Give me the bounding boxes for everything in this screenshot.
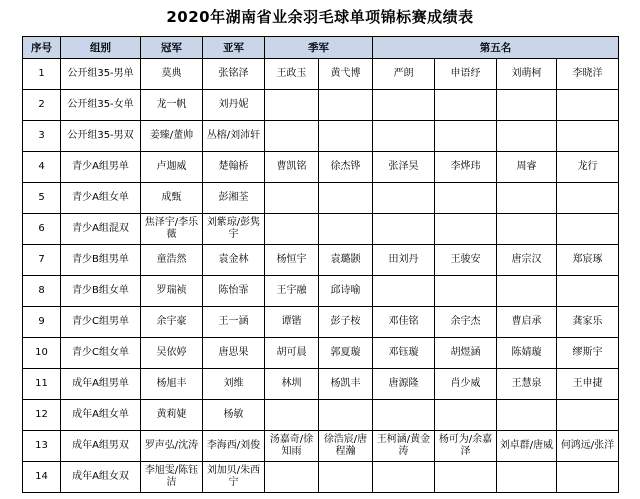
- fifth-place-cell: [373, 400, 435, 431]
- champion-cell: 吴依婷: [141, 338, 203, 369]
- third-place-cell: 袁璐颢: [319, 245, 373, 276]
- third-place-cell: 杨凯丰: [319, 369, 373, 400]
- fifth-place-cell: [497, 400, 557, 431]
- group-cell: 青少C组女单: [61, 338, 141, 369]
- runner-up-cell: 李海西/刘俊: [203, 431, 265, 462]
- third-place-cell: [319, 183, 373, 214]
- third-place-cell: 黄弋博: [319, 59, 373, 90]
- fifth-place-cell: 王慧泉: [497, 369, 557, 400]
- table-row: [23, 338, 619, 369]
- fifth-place-cell: 李烨玮: [435, 152, 497, 183]
- third-place-cell: [319, 400, 373, 431]
- fifth-place-cell: [373, 183, 435, 214]
- champion-cell: 成甄: [141, 183, 203, 214]
- runner-up-cell: 唐思果: [203, 338, 265, 369]
- header-third: 季军: [265, 37, 373, 59]
- fifth-place-cell: 杨可为/余嘉泽: [435, 431, 497, 462]
- fifth-place-cell: [557, 462, 619, 493]
- third-place-cell: [319, 121, 373, 152]
- group-cell: 成年A组男单: [61, 369, 141, 400]
- results-table: [22, 36, 619, 493]
- group-cell: 公开组35-男单: [61, 59, 141, 90]
- third-place-cell: [265, 183, 319, 214]
- champion-cell: 罗瑞祯: [141, 276, 203, 307]
- seq-cell: 10: [23, 338, 61, 369]
- runner-up-cell: 彭湘荃: [203, 183, 265, 214]
- fifth-place-cell: [557, 214, 619, 245]
- table-row: [23, 400, 619, 431]
- fifth-place-cell: 刘萌柯: [497, 59, 557, 90]
- seq-cell: 5: [23, 183, 61, 214]
- third-place-cell: [319, 90, 373, 121]
- group-cell: 成年A组男双: [61, 431, 141, 462]
- fifth-place-cell: [497, 214, 557, 245]
- third-place-cell: [319, 214, 373, 245]
- fifth-place-cell: 唐源隆: [373, 369, 435, 400]
- fifth-place-cell: [497, 90, 557, 121]
- group-cell: 公开组35-女单: [61, 90, 141, 121]
- fifth-place-cell: 余宇杰: [435, 307, 497, 338]
- third-place-cell: 徐杰铧: [319, 152, 373, 183]
- third-place-cell: 汤嘉奇/徐知雨: [265, 431, 319, 462]
- table-row: [23, 121, 619, 152]
- header-row: [23, 37, 619, 59]
- header-seq: 序号: [23, 37, 61, 59]
- fifth-place-cell: 邓佳铭: [373, 307, 435, 338]
- fifth-place-cell: 曹启承: [497, 307, 557, 338]
- third-place-cell: 曹凯铭: [265, 152, 319, 183]
- table-row: [23, 245, 619, 276]
- fifth-place-cell: [497, 276, 557, 307]
- third-place-cell: [265, 214, 319, 245]
- group-cell: 成年A组女双: [61, 462, 141, 493]
- runner-up-cell: 楚翰桥: [203, 152, 265, 183]
- table-row: [23, 152, 619, 183]
- fifth-place-cell: [435, 214, 497, 245]
- group-cell: 青少A组混双: [61, 214, 141, 245]
- seq-cell: 8: [23, 276, 61, 307]
- runner-up-cell: 杨敏: [203, 400, 265, 431]
- table-row: [23, 214, 619, 245]
- champion-cell: 童浩然: [141, 245, 203, 276]
- fifth-place-cell: 唐宗汉: [497, 245, 557, 276]
- table-row: [23, 431, 619, 462]
- champion-cell: 莫典: [141, 59, 203, 90]
- fifth-place-cell: 田刘丹: [373, 245, 435, 276]
- fifth-place-cell: [435, 90, 497, 121]
- fifth-place-cell: 王申捷: [557, 369, 619, 400]
- seq-cell: 13: [23, 431, 61, 462]
- runner-up-cell: 王一涵: [203, 307, 265, 338]
- fifth-place-cell: 王柯涵/黄金涛: [373, 431, 435, 462]
- fifth-place-cell: 李晓洋: [557, 59, 619, 90]
- runner-up-cell: 刘紫琼/彭隽宇: [203, 214, 265, 245]
- fifth-place-cell: 严朗: [373, 59, 435, 90]
- fifth-place-cell: [373, 462, 435, 493]
- fifth-place-cell: 王骏安: [435, 245, 497, 276]
- fifth-place-cell: [435, 121, 497, 152]
- runner-up-cell: 刘维: [203, 369, 265, 400]
- third-place-cell: [319, 462, 373, 493]
- third-place-cell: 彭子桉: [319, 307, 373, 338]
- table-row: [23, 59, 619, 90]
- runner-up-cell: 丛榕/刘沛轩: [203, 121, 265, 152]
- third-place-cell: 邱诗喻: [319, 276, 373, 307]
- third-place-cell: 王宇融: [265, 276, 319, 307]
- seq-cell: 11: [23, 369, 61, 400]
- seq-cell: 6: [23, 214, 61, 245]
- fifth-place-cell: [557, 90, 619, 121]
- page-title: 2020年湖南省业余羽毛球单项锦标赛成绩表: [166, 8, 474, 26]
- fifth-place-cell: 龚家乐: [557, 307, 619, 338]
- header-fifth: 第五名: [373, 37, 619, 59]
- table-row: [23, 369, 619, 400]
- table-row: [23, 307, 619, 338]
- fifth-place-cell: [435, 183, 497, 214]
- table-row: [23, 462, 619, 493]
- third-place-cell: 徐浩宸/唐程瀚: [319, 431, 373, 462]
- group-cell: 青少B组男单: [61, 245, 141, 276]
- champion-cell: 李旭雯/陈钰洁: [141, 462, 203, 493]
- seq-cell: 14: [23, 462, 61, 493]
- champion-cell: 焦泽宇/李乐薇: [141, 214, 203, 245]
- champion-cell: 姜臻/董帅: [141, 121, 203, 152]
- fifth-place-cell: [497, 121, 557, 152]
- header-champion: 冠军: [141, 37, 203, 59]
- third-place-cell: [265, 90, 319, 121]
- third-place-cell: [265, 462, 319, 493]
- runner-up-cell: 袁金林: [203, 245, 265, 276]
- fifth-place-cell: [435, 400, 497, 431]
- fifth-place-cell: [497, 462, 557, 493]
- fifth-place-cell: 胡煜涵: [435, 338, 497, 369]
- group-cell: 青少B组女单: [61, 276, 141, 307]
- table-row: [23, 276, 619, 307]
- fifth-place-cell: [373, 121, 435, 152]
- fifth-place-cell: [435, 276, 497, 307]
- fifth-place-cell: [435, 462, 497, 493]
- table-row: [23, 183, 619, 214]
- fifth-place-cell: 张泽昊: [373, 152, 435, 183]
- fifth-place-cell: 刘卓群/唐威: [497, 431, 557, 462]
- fifth-place-cell: [373, 276, 435, 307]
- group-cell: 青少A组女单: [61, 183, 141, 214]
- runner-up-cell: 张铭泽: [203, 59, 265, 90]
- third-place-cell: [265, 400, 319, 431]
- group-cell: 公开组35-男双: [61, 121, 141, 152]
- third-place-cell: 胡可晨: [265, 338, 319, 369]
- fifth-place-cell: [557, 400, 619, 431]
- seq-cell: 1: [23, 59, 61, 90]
- fifth-place-cell: [373, 214, 435, 245]
- third-place-cell: 杨恒宇: [265, 245, 319, 276]
- runner-up-cell: 刘加贝/朱西宁: [203, 462, 265, 493]
- fifth-place-cell: [557, 121, 619, 152]
- third-place-cell: 林圳: [265, 369, 319, 400]
- fifth-place-cell: [497, 183, 557, 214]
- group-cell: 青少A组男单: [61, 152, 141, 183]
- champion-cell: 卢迦威: [141, 152, 203, 183]
- third-place-cell: 郭夏璇: [319, 338, 373, 369]
- fifth-place-cell: 缪斯宇: [557, 338, 619, 369]
- champion-cell: 黄莉婕: [141, 400, 203, 431]
- fifth-place-cell: 龙行: [557, 152, 619, 183]
- seq-cell: 3: [23, 121, 61, 152]
- seq-cell: 2: [23, 90, 61, 121]
- fifth-place-cell: 肖少威: [435, 369, 497, 400]
- runner-up-cell: 陈怡霏: [203, 276, 265, 307]
- third-place-cell: 谭锴: [265, 307, 319, 338]
- fifth-place-cell: 陈婧璇: [497, 338, 557, 369]
- fifth-place-cell: [557, 183, 619, 214]
- champion-cell: 杨旭丰: [141, 369, 203, 400]
- runner-up-cell: 刘丹妮: [203, 90, 265, 121]
- fifth-place-cell: 何鸿远/张洋: [557, 431, 619, 462]
- table-row: [23, 90, 619, 121]
- seq-cell: 9: [23, 307, 61, 338]
- champion-cell: 余宇豪: [141, 307, 203, 338]
- champion-cell: 龙一帆: [141, 90, 203, 121]
- fifth-place-cell: 邓钰璇: [373, 338, 435, 369]
- group-cell: 成年A组女单: [61, 400, 141, 431]
- champion-cell: 罗声弘/沈涛: [141, 431, 203, 462]
- header-group: 组别: [61, 37, 141, 59]
- fifth-place-cell: [557, 276, 619, 307]
- fifth-place-cell: 周睿: [497, 152, 557, 183]
- fifth-place-cell: 郑宸琢: [557, 245, 619, 276]
- header-runner-up: 亚军: [203, 37, 265, 59]
- third-place-cell: [265, 121, 319, 152]
- seq-cell: 12: [23, 400, 61, 431]
- seq-cell: 4: [23, 152, 61, 183]
- fifth-place-cell: 申语纾: [435, 59, 497, 90]
- seq-cell: 7: [23, 245, 61, 276]
- group-cell: 青少C组男单: [61, 307, 141, 338]
- third-place-cell: 王政玉: [265, 59, 319, 90]
- fifth-place-cell: [373, 90, 435, 121]
